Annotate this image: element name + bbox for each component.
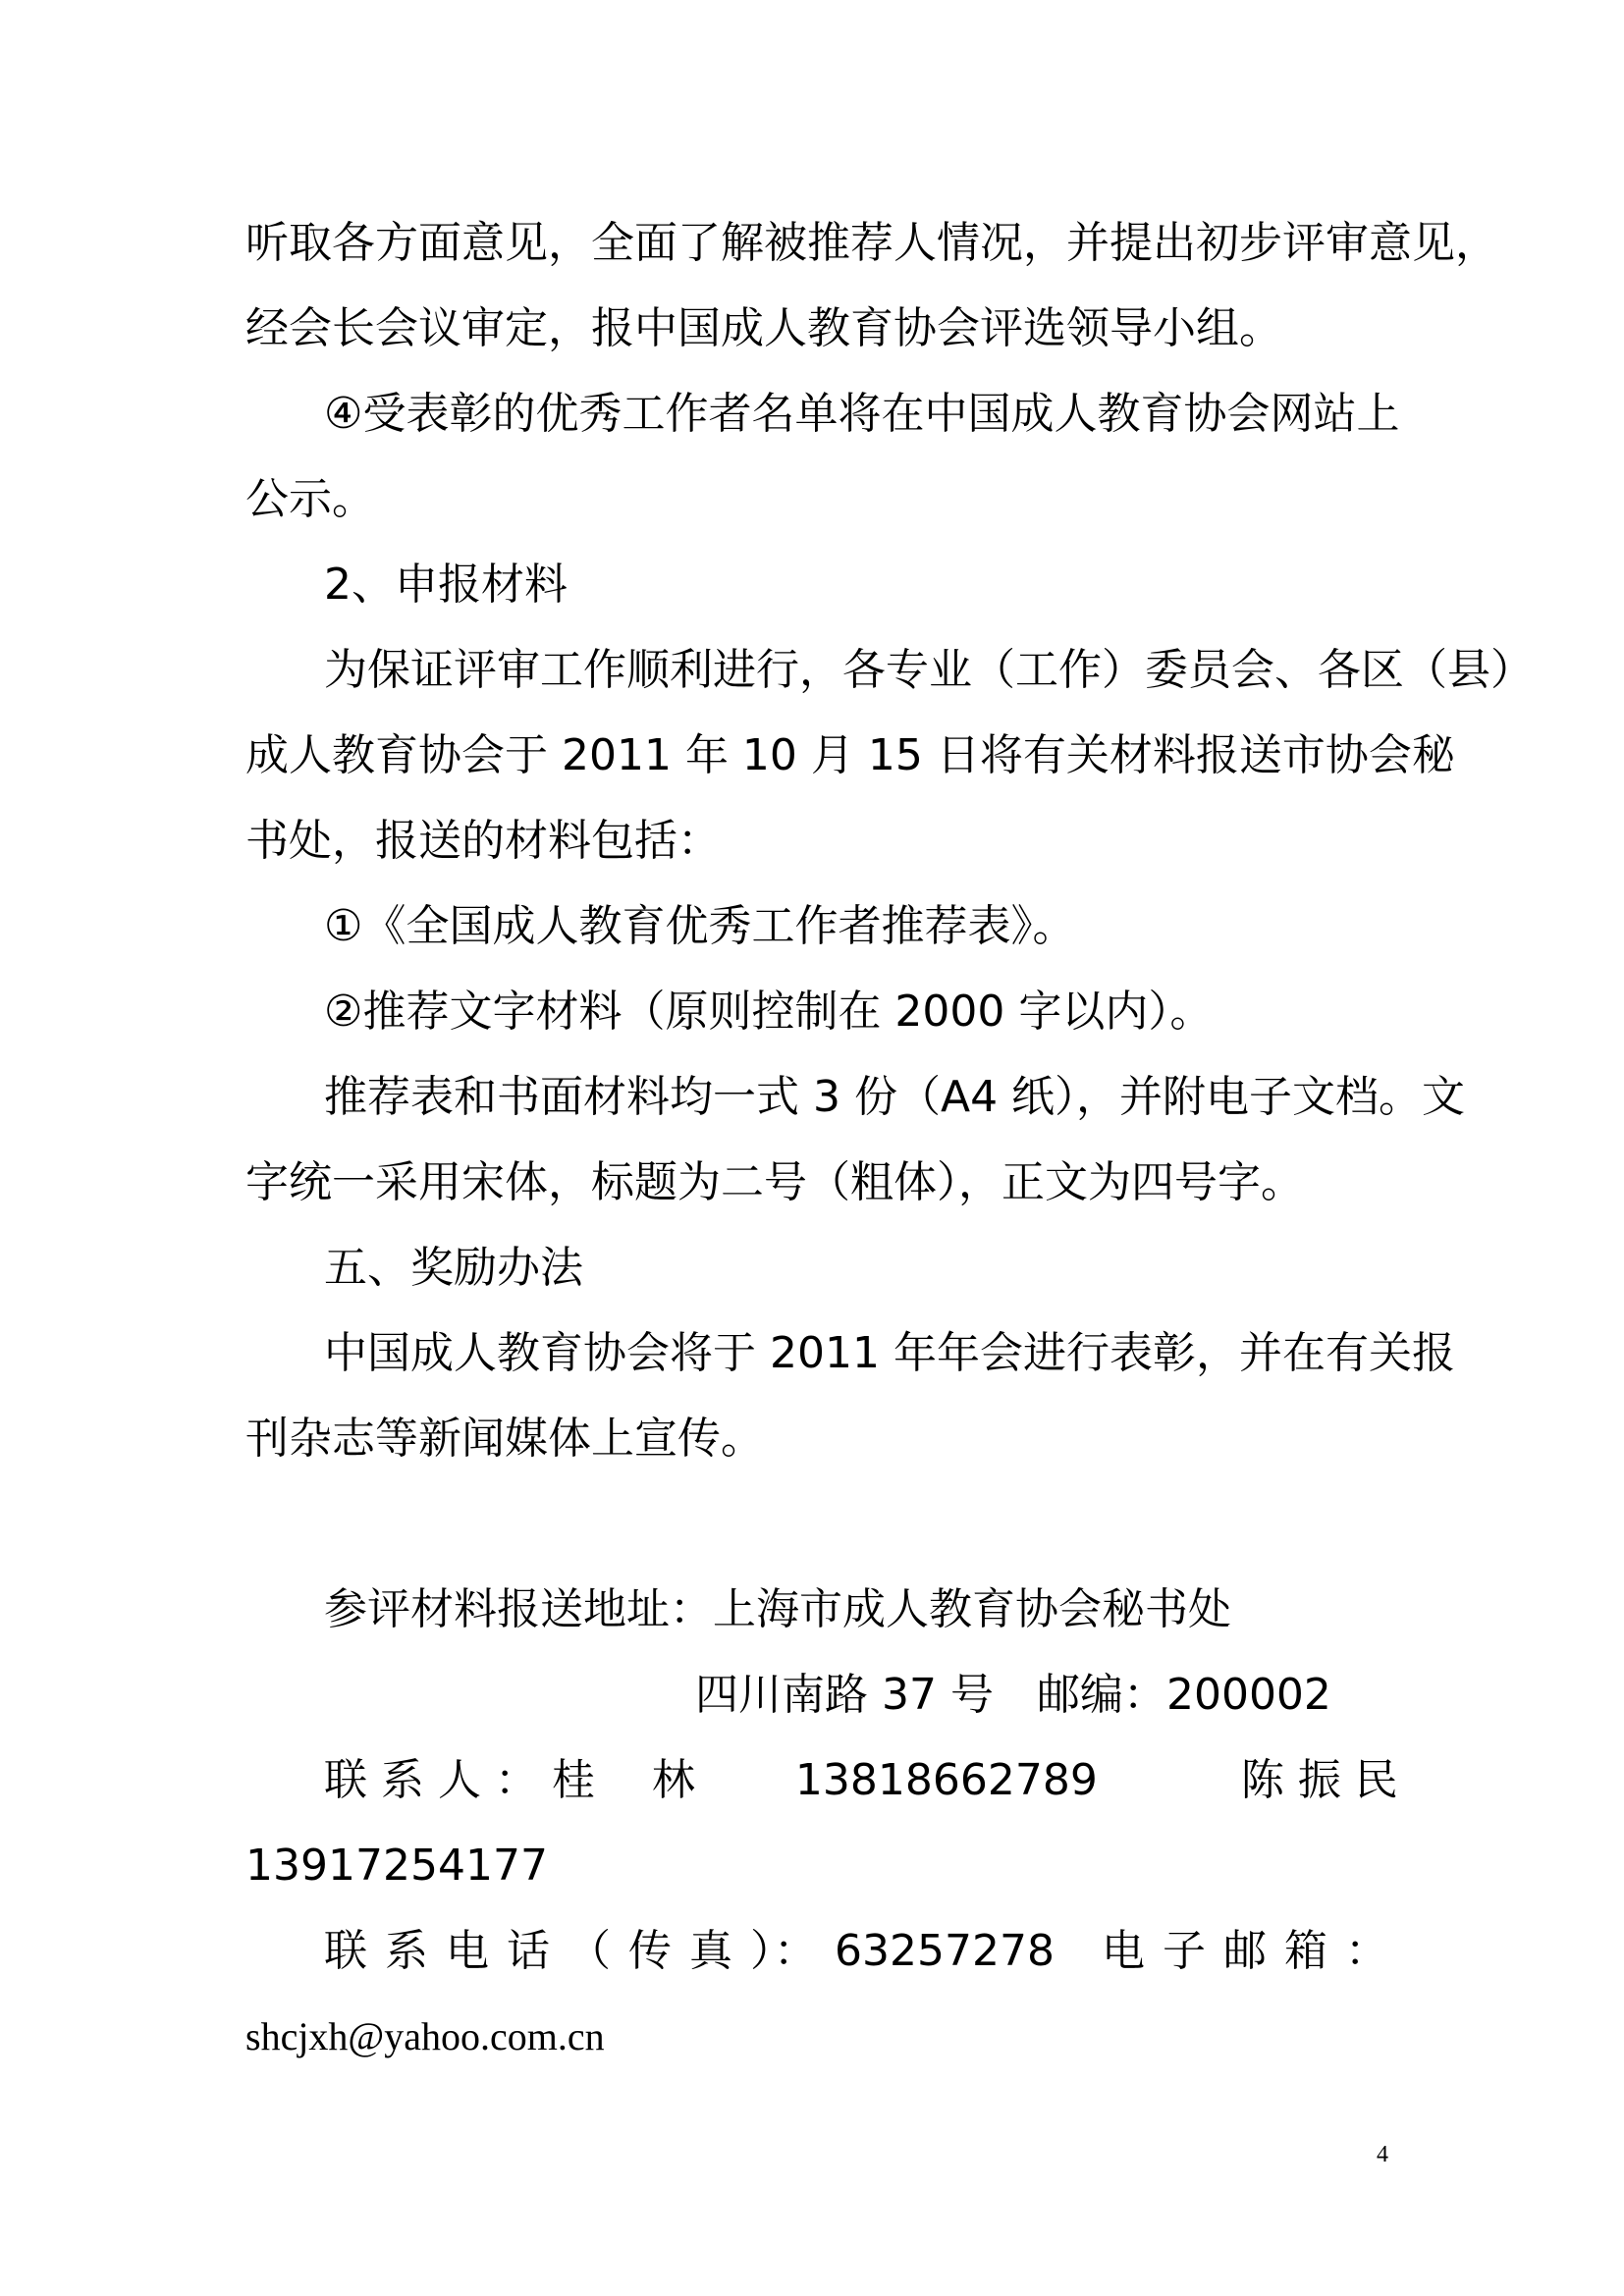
paragraph-line: ④受表彰的优秀工作者名单将在中国成人教育协会网站上: [324, 389, 1400, 439]
paragraph-line: 刊杂志等新闻媒体上宣传。: [245, 1414, 764, 1464]
paragraph-line: 推荐表和书面材料均一式 3 份（A4 纸），并附电子文档。文: [324, 1072, 1466, 1122]
contact-phone-fax: 联 系 电 话 （ 传 真 ）： 63257278 电 子 邮 箱 ：: [324, 1926, 1388, 1976]
list-item: ②推荐文字材料（原则控制在 2000 字以内）。: [324, 987, 1214, 1037]
paragraph-line: 中国成人教育协会将于 2011 年年会进行表彰，并在有关报: [324, 1328, 1455, 1378]
contact-phone-mobile: 13917254177: [245, 1841, 548, 1891]
contact-persons: 联 系 人 ： 桂 林 13818662789 陈 振 民: [324, 1755, 1398, 1805]
contact-email: shcjxh@yahoo.com.cn: [245, 2014, 605, 2058]
paragraph-line: 为保证评审工作顺利进行，各专业（工作）委员会、各区（县）: [324, 645, 1534, 695]
paragraph-line: 书处，报送的材料包括：: [245, 816, 721, 866]
paragraph-line: 听取各方面意见，全面了解被推荐人情况，并提出初步评审意见，: [245, 218, 1498, 268]
paragraph-line: 字统一采用宋体，标题为二号（粗体），正文为四号字。: [245, 1157, 1304, 1207]
paragraph-line: 经会长会议审定，报中国成人教育协会评选领导小组。: [245, 303, 1282, 353]
page-number: 4: [1377, 2142, 1388, 2167]
address-line: 四川南路 37 号 邮编：200002: [695, 1670, 1331, 1720]
section-heading-materials: 2、申报材料: [324, 560, 568, 610]
list-item: ①《全国成人教育优秀工作者推荐表》。: [324, 901, 1076, 951]
section-heading-awards: 五、奖励办法: [324, 1243, 583, 1293]
paragraph-line: 成人教育协会于 2011 年 10 月 15 日将有关材料报送市协会秘: [245, 730, 1455, 780]
address-line: 参评材料报送地址：上海市成人教育协会秘书处: [324, 1584, 1231, 1634]
paragraph-line: 公示。: [245, 474, 375, 524]
